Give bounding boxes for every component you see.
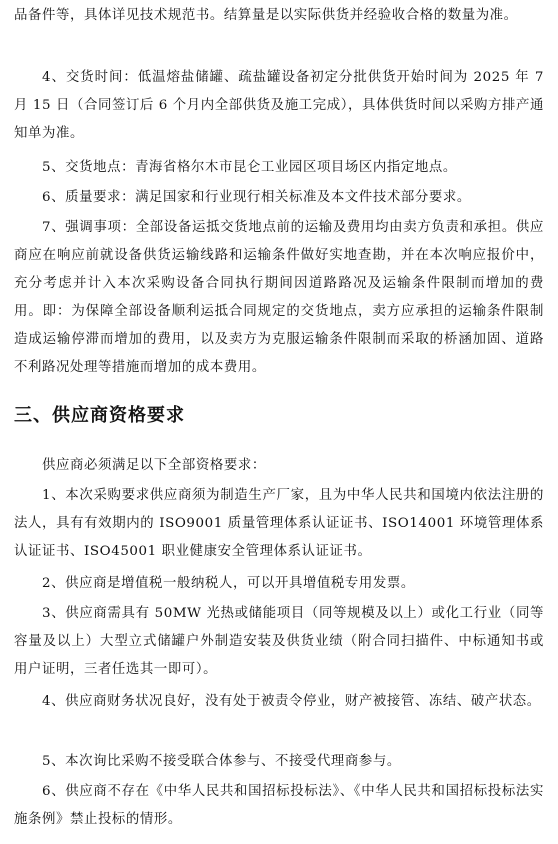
- delivery-location-paragraph: 5、交货地点：青海省格尔木市昆仑工业园区项目场区内指定地点。: [42, 160, 457, 175]
- intro-tail-paragraph: 品备件等，具体详见技术规范书。结算量是以实际供货并经验收合格的数量为准。: [14, 8, 518, 23]
- qualification-req-4: 4、供应商财务状况良好，没有处于被责令停业，财产被接管、冻结、破产状态。: [42, 694, 541, 709]
- emphasis-paragraph: 7、强调事项：全部设备运抵交货地点前的运输及费用均由卖方负责和承担。供应商应在响应前就设备供货运输线路和运输条件做好实地查勘，并在本次响应报价中，充分考虑并计入本次采购设备合同执行期间因道路路况及运输条件限制而增加的费用。即：为保障全部设备顺利运抵合同规定的交货地点，卖方应承担的运输条件限制造成运输停滞而增加的费用，以及卖方为克服运输条件限制而采取的桥涵加固、道路不利路况处理等措施而增加的成本费用。: [14, 220, 544, 375]
- qualification-req-1: 1、本次采购要求供应商须为制造生产厂家，且为中华人民共和国境内依法注册的法人，具有有效期内的 ISO9001 质量管理体系认证证书、ISO14001 环境管理体系认证证书、ISO45001 职业健康安全管理体系认证证书。: [14, 488, 544, 559]
- qualification-heading: 三、供应商资格要求: [14, 405, 185, 426]
- qualification-lead: 供应商必须满足以下全部资格要求：: [42, 458, 266, 473]
- qualification-req-2: 2、供应商是增值税一般纳税人，可以开具增值税专用发票。: [42, 576, 415, 591]
- qualification-req-6: 6、供应商不存在《中华人民共和国招标投标法》、《中华人民共和国招标投标法实施条例》禁止投标的情形。: [14, 784, 544, 827]
- quality-requirement-paragraph: 6、质量要求：满足国家和行业现行相关标准及本文件技术部分要求。: [42, 190, 471, 205]
- qualification-req-5: 5、本次询比采购不接受联合体参与、不接受代理商参与。: [42, 754, 401, 769]
- qualification-req-3: 3、供应商需具有 50MW 光热或储能项目（同等规模及以上）或化工行业（同等容量及以上）大型立式储罐户外制造安装及供货业绩（附合同扫描件、中标通知书或用户证明，三者任选其一即可）。: [14, 606, 544, 677]
- delivery-time-paragraph: 4、交货时间：低温熔盐储罐、疏盐罐设备初定分批供货开始时间为 2025 年 7 月 15 日（合同签订后 6 个月内全部供货及施工完成），具体供货时间以采购方排产通知单为准。: [14, 70, 544, 141]
